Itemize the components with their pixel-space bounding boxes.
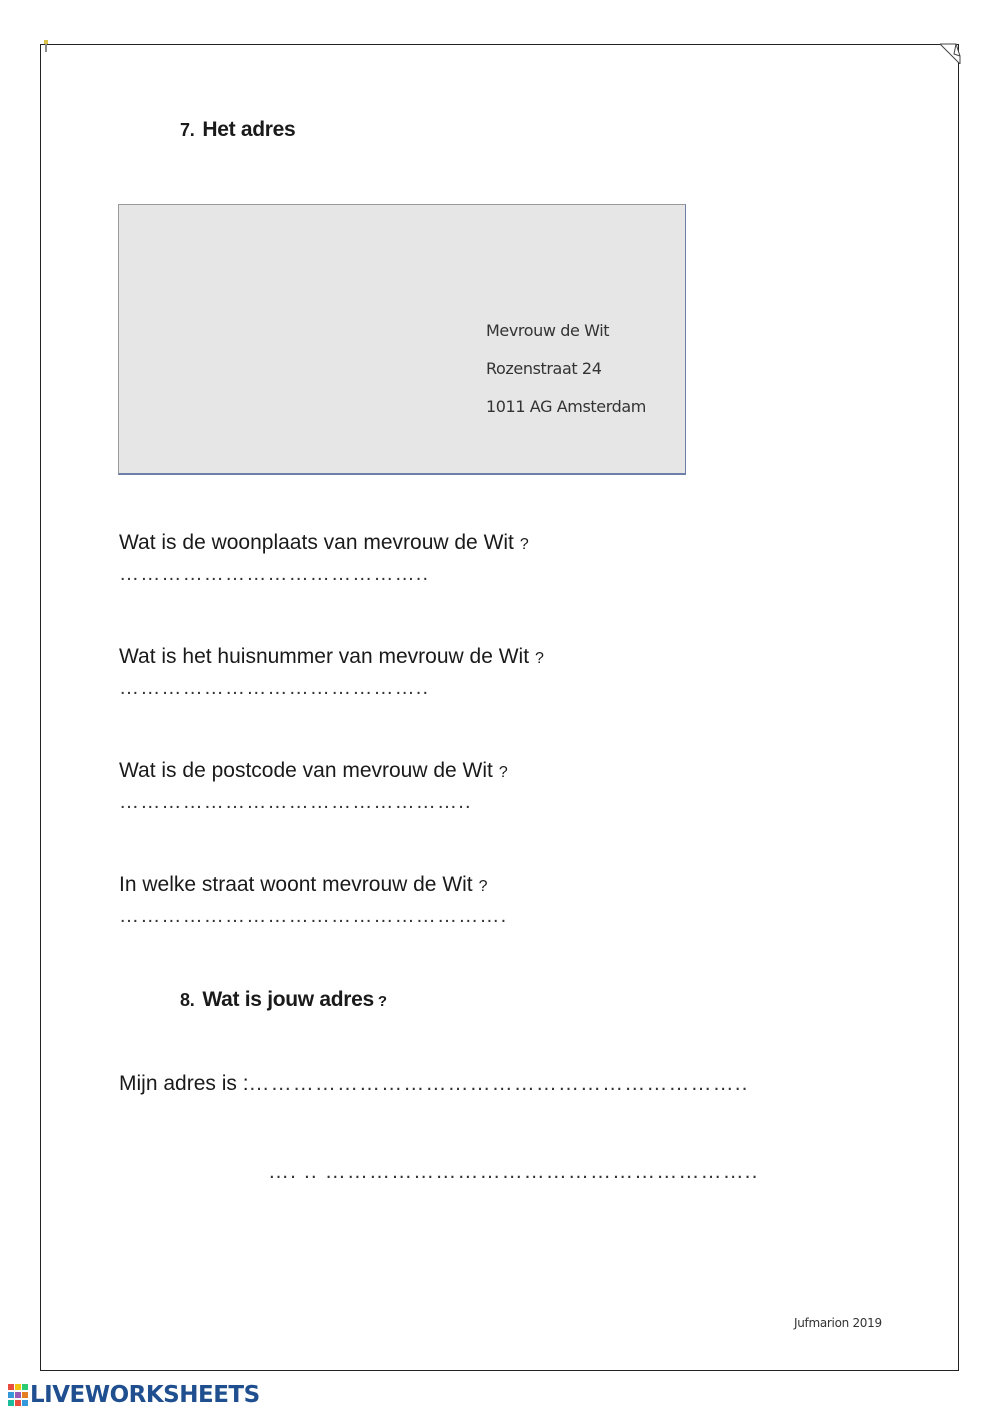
brand-text: LIVEWORKSHEETS [30,1382,260,1408]
question-woonplaats-text: Wat is de woonplaats van mevrouw de Wit [119,531,514,554]
page-corner-fold-icon [940,42,962,64]
question-mark: ? [535,650,544,667]
my-address-line [119,1072,749,1096]
question-postcode-text: Wat is de postcode van mevrouw de Wit [119,759,493,782]
section-8-heading [180,988,387,1012]
answer-woonplaats[interactable]: …………………………………….. [119,563,430,585]
my-address-label: Mijn adres is : [119,1072,249,1095]
question-huisnummer-text: Wat is het huisnummer van mevrouw de Wit [119,645,530,668]
question-straat-text: In welke straat woont mevrouw de Wit [119,873,473,896]
question-mark: ? [478,878,488,895]
answer-huisnummer[interactable]: …………………………………….. [119,677,430,699]
my-address-answer-1[interactable]: ………………………………………………………….. [248,1072,749,1095]
section-8-number: 8. [180,990,195,1010]
credit-text: Jufmarion 2019 [794,1316,882,1330]
my-address-answer-2[interactable]: …. .. ………………………………………………….. [268,1160,759,1183]
envelope-name: Mevrouw de Wit [486,321,610,340]
question-postcode [119,759,508,783]
section-7-heading [180,118,295,142]
question-straat [119,873,488,897]
section-7-number: 7. [180,120,195,140]
section-7-title: Het adres [202,118,296,141]
answer-straat[interactable]: ………………………………………………. [119,905,508,927]
question-mark: ? [519,536,529,553]
question-woonplaats [119,531,529,555]
question-mark: ? [498,764,508,781]
envelope-street: Rozenstraat 24 [486,359,602,378]
pin-icon [42,40,50,52]
envelope [118,204,686,475]
liveworksheets-logo-icon [8,1384,28,1406]
envelope-city: 1011 AG Amsterdam [486,397,646,416]
question-huisnummer [119,645,544,669]
section-8-mark: ? [377,993,387,1010]
answer-postcode[interactable]: ………………………………………….. [119,791,472,813]
liveworksheets-brand [8,1382,260,1408]
section-8-title: Wat is jouw adres [202,988,374,1011]
